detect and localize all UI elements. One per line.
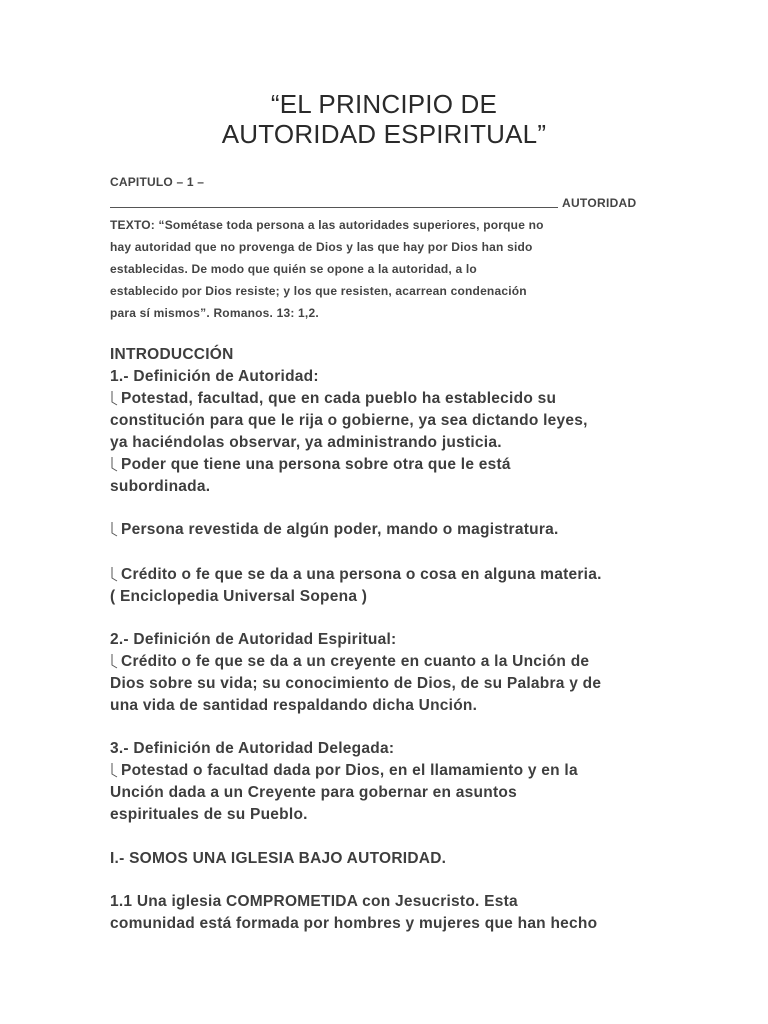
def3-item1-line-3: espirituales de su Pueblo. [110,806,308,823]
def1-item4-line-2: ( Enciclopedia Universal Sopena ) [110,588,368,605]
def1-item1-line-1: Potestad, facultad, que en cada pueblo ha establecido su [110,390,556,408]
bullet-icon [110,521,120,537]
introduccion-heading: INTRODUCCIÓN [110,346,234,363]
def2-item1-line-3: una vida de santidad respaldando dicha Unción. [110,697,478,714]
texto-line-4: establecido por Dios resiste; y los que resisten, acarrean condenación [110,284,527,298]
chapter-underline-rule [110,207,558,208]
section-1-heading: I.- SOMOS UNA IGLESIA BAJO AUTORIDAD. [110,850,447,867]
def1-item1-line-3: ya haciéndolas observar, ya administrando justicia. [110,434,502,451]
bullet-icon [110,566,120,582]
texto-line-5: para sí mismos”. Romanos. 13: 1,2. [110,306,319,320]
chapter-rule-label: AUTORIDAD [562,196,637,210]
def1-item2-line-2: subordinada. [110,478,211,495]
texto-line-3: establecidas. De modo que quién se opone a la autoridad, a lo [110,262,477,276]
texto-line-1: TEXTO: “Sométase toda persona a las autoridades superiores, porque no [110,218,544,232]
document-title-line-2: AUTORIDAD ESPIRITUAL” [221,119,547,149]
definition-1-heading: 1.- Definición de Autoridad: [110,368,319,385]
definition-2-heading: 2.- Definición de Autoridad Espiritual: [110,631,397,648]
section-1-1-line-1: 1.1 Una iglesia COMPROMETIDA con Jesucristo. Esta [110,893,518,910]
document-title-line-1: “EL PRINCIPIO DE [270,89,498,119]
bullet-icon [110,653,120,669]
texto-line-2: hay autoridad que no provenga de Dios y las que hay por Dios han sido [110,240,533,254]
chapter-label: CAPITULO – 1 – [110,175,205,189]
def1-item2-line-1: Poder que tiene una persona sobre otra que le está [110,456,511,474]
def2-item1-line-1: Crédito o fe que se da a un creyente en cuanto a la Unción de [110,653,589,671]
bullet-icon [110,456,120,472]
section-1-1-line-2: comunidad está formada por hombres y mujeres que han hecho [110,915,598,932]
def1-item3: Persona revestida de algún poder, mando o magistratura. [110,521,559,539]
def1-item1-line-2: constitución para que le rija o gobierne, ya sea dictando leyes, [110,412,588,429]
def2-item1-line-2: Dios sobre su vida; su conocimiento de Dios, de su Palabra y de [110,675,602,692]
definition-3-heading: 3.- Definición de Autoridad Delegada: [110,740,395,757]
def1-item4-line-1: Crédito o fe que se da a una persona o cosa en alguna materia. [110,566,602,584]
def3-item1-line-1: Potestad o facultad dada por Dios, en el llamamiento y en la [110,762,578,780]
bullet-icon [110,762,120,778]
def3-item1-line-2: Unción dada a un Creyente para gobernar en asuntos [110,784,517,801]
bullet-icon [110,390,120,406]
